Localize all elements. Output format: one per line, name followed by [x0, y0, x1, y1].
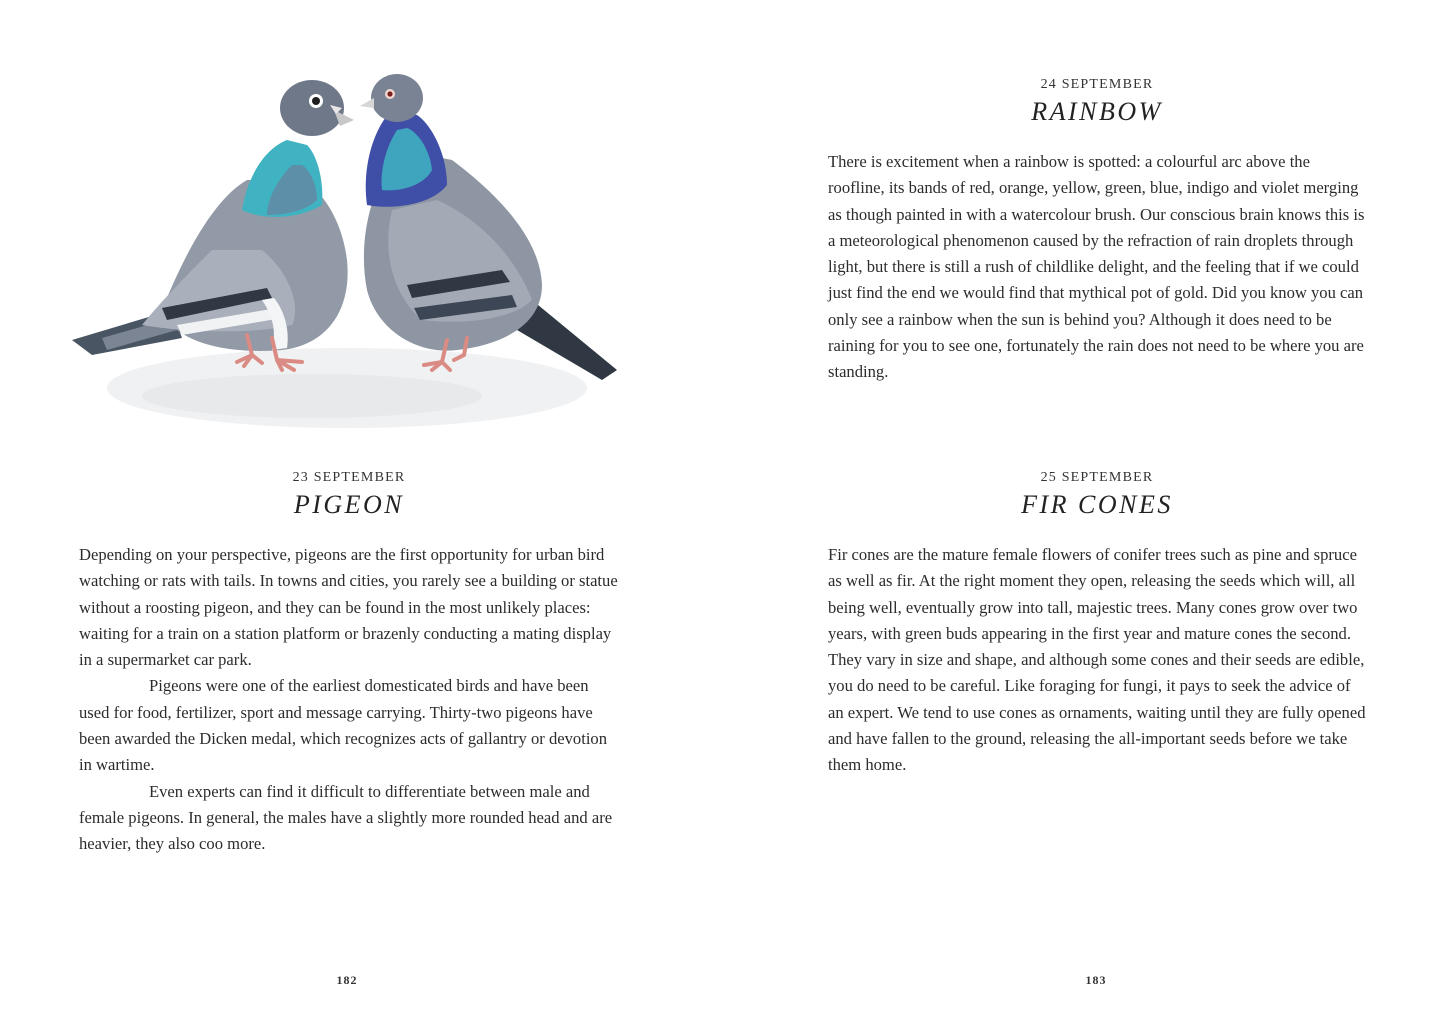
right-pigeon [360, 74, 617, 380]
page-number: 182 [336, 973, 358, 987]
entry-pigeon [79, 470, 619, 858]
entry-body [828, 149, 1366, 386]
entry-date: 23 SEPTEMBER [292, 470, 406, 485]
left-pigeon [72, 80, 354, 370]
entry-title: RAINBOW [1031, 97, 1163, 126]
entry-title: FIR CONES [1021, 490, 1173, 519]
entry-date: 24 SEPTEMBER [1040, 77, 1154, 92]
paragraph: There is excitement when a rainbow is spotted: a colourful arc above the roofline, its bands of red, orange, yellow, green, blue, indigo and violet merging as though painted in with a watercolour brush. Our conscious brain knows this is a meteorological phenomenon caused by the refraction of rain droplets through light, but there is still a rush of childlike delight, and the feeling that if we could just find the end we would find that mythical pot of gold. Did you know you can only see a rainbow when the sun is behind you? Although it does need to be raining for you to see one, fortunately the rain does not need to be where you are standing. [828, 152, 1365, 382]
pigeons-illustration [62, 70, 632, 430]
entry-title: PIGEON [293, 490, 405, 519]
left-page [0, 0, 722, 1016]
page-number: 183 [1085, 973, 1107, 987]
paragraph: Pigeons were one of the earliest domesticated birds and have been used for food, fertilizer, sport and message carrying. Thirty-two pigeons have been awarded the Dicken medal, which recognizes acts of gallantry or devotion in wartime. [79, 676, 608, 775]
paragraph: Depending on your perspective, pigeons are the first opportunity for urban bird watching or rats with tails. In towns and cities, you rarely see a building or statue without a roosting pigeon, and they can be found in the most unlikely places: waiting for a train on a station platform or brazenly conducting a mating display in a supermarket car park. [79, 545, 618, 670]
entry-body [828, 542, 1366, 779]
entry-fir-cones [828, 470, 1366, 779]
paragraph: Fir cones are the mature female flowers of conifer trees such as pine and spruce as well as fir. At the right moment they open, releasing the seeds which will, all being well, eventually grow into tall, majestic trees. Many cones grow over two years, with green buds appearing in the first year and mature cones the second. They vary in size and shape, and although some cones and their seeds are edible, you do need to be careful. Like foraging for fungi, it pays to seek the advice of an expert. We tend to use cones as ornaments, waiting until they are fully opened and have fallen to the ground, releasing the all-important seeds before we take them home. [828, 545, 1366, 775]
paragraph: Even experts can find it difficult to differentiate between male and female pigeons. In general, the males have a slightly more rounded head and are heavier, they also coo more. [79, 781, 613, 854]
entry-date: 25 SEPTEMBER [1040, 470, 1154, 485]
entry-body [79, 542, 619, 858]
entry-rainbow [828, 77, 1366, 386]
